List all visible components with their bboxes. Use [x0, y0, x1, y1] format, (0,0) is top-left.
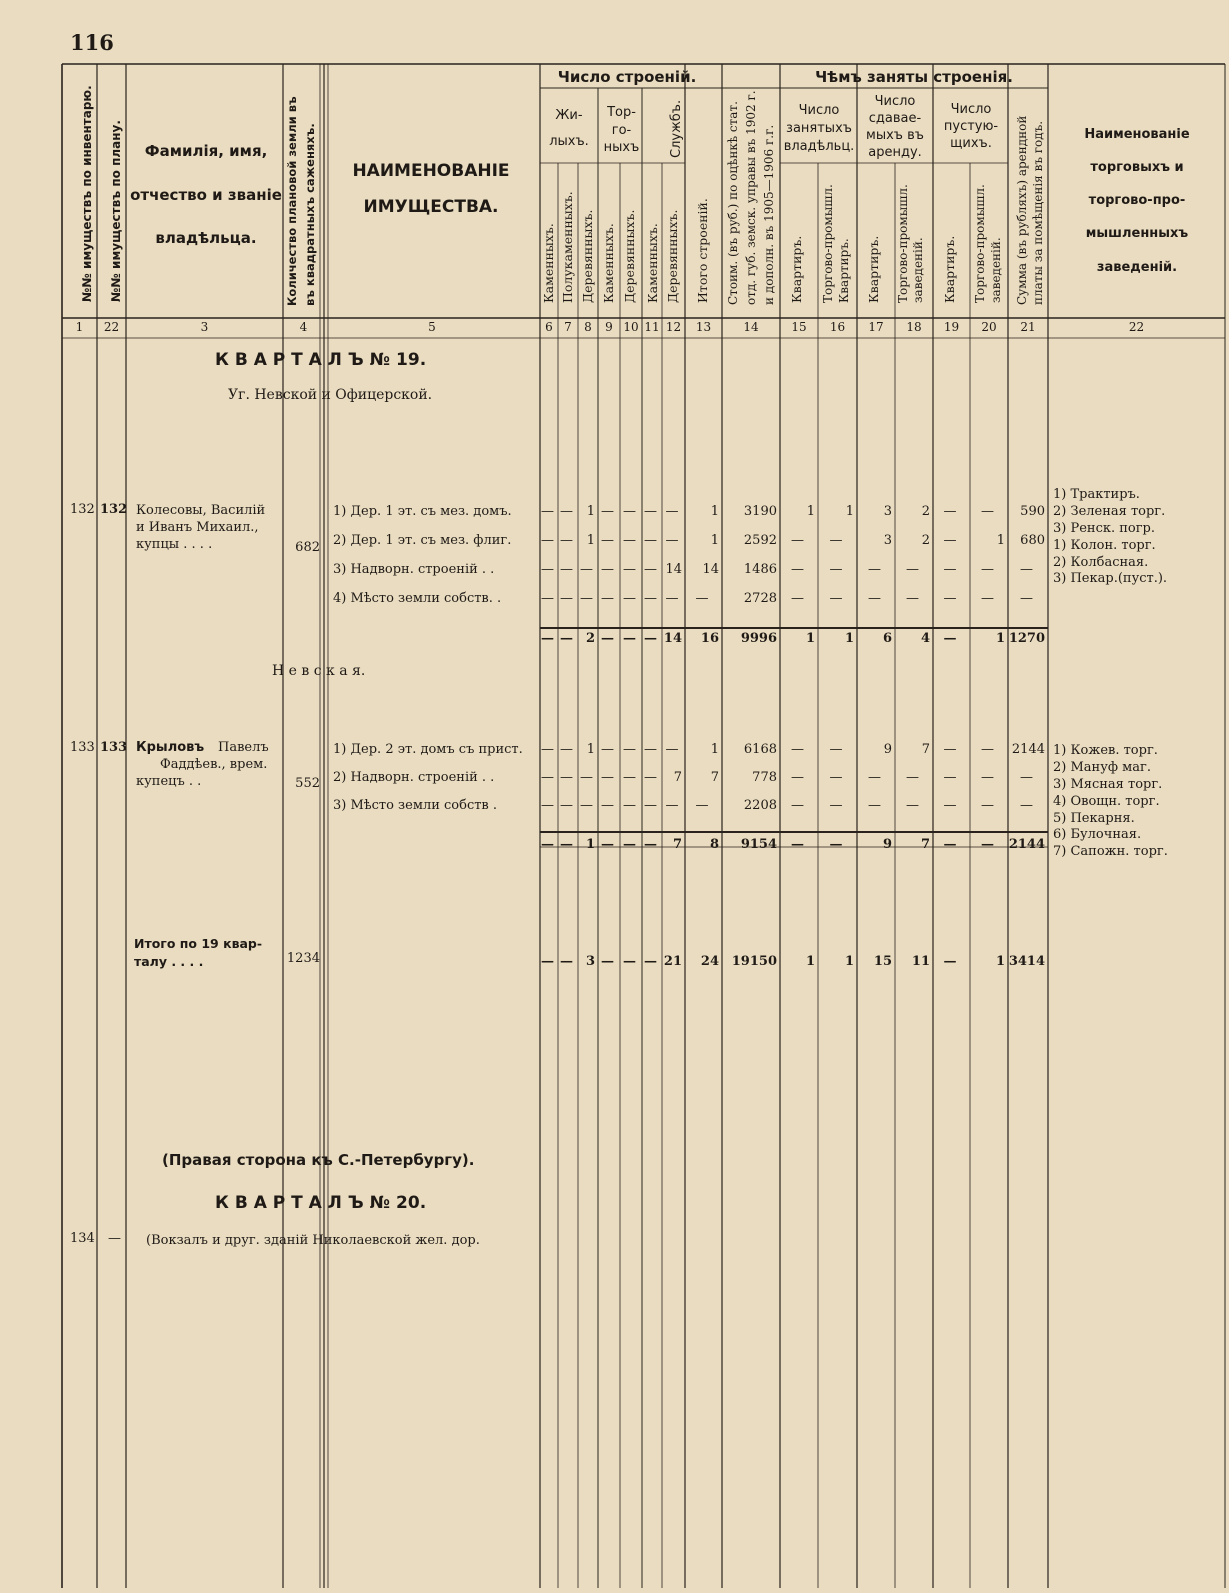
entry133-item-2-c9: —: [601, 770, 614, 785]
entry132-item-3-c13: 14: [702, 562, 719, 577]
entry132-item-1-name: 1) Дер. 1 эт. съ мез. домъ.: [333, 504, 512, 519]
entry133-item-1-c9: —: [601, 742, 614, 757]
entry133-plan: 133: [100, 740, 128, 755]
entry133-total-c19: —: [943, 837, 957, 852]
entry132-plan: 132: [100, 502, 128, 517]
entry132-item-1-c17: 3: [883, 504, 892, 519]
entry132-owner: Колесовы, Василій и Иванъ Михаил., купцы . . . .: [136, 503, 266, 552]
right-side-heading: (Правая сторона къ С.-Петербургу).: [162, 1151, 475, 1169]
entry132-item-1-c19: —: [943, 504, 957, 519]
entry133-item-2-c15: —: [791, 770, 804, 785]
header-col1: №№ имуществъ по инвентарю.: [80, 85, 94, 302]
entry132-item-3-c14: 1486: [743, 562, 777, 577]
entry133-total-c10: —: [623, 837, 636, 852]
header-c21-b: платы за помѣщенія въ годъ.: [1031, 120, 1045, 305]
entry132-item-4-c6: —: [541, 591, 554, 606]
header-service: Службъ.: [669, 99, 684, 158]
header-c14-c: и дополн. въ 1905—1906 г.г.: [762, 124, 776, 305]
entry132-total-c15: 1: [805, 631, 815, 646]
entry133-item-1-c10: —: [623, 742, 636, 757]
entry133-item-3-c19: —: [943, 798, 957, 813]
entry132-item-3-c10: —: [623, 562, 636, 577]
header-c14-a: Стоим. (въ руб.) по оцѣнкѣ стат.: [726, 101, 740, 305]
quarter19-street1: Уг. Невской и Офицерской.: [228, 387, 433, 403]
entry133-item-3-c12: —: [665, 798, 679, 813]
header-c17: Квартиръ.: [866, 235, 881, 303]
entry133-total-c16: —: [829, 837, 843, 852]
column-number-4: 4: [299, 320, 308, 334]
entry133-total-c8: 1: [585, 837, 595, 852]
column-number-21: 21: [1020, 320, 1036, 334]
entry132-item-4-c11: —: [644, 591, 657, 606]
entry132-item-2-c8: 1: [586, 533, 595, 548]
entry132-item-4-c17: —: [868, 591, 881, 606]
entry133-item-2-c17: —: [868, 770, 881, 785]
entry132-item-1-c13: 1: [710, 504, 719, 519]
entry133-item-3-c17: —: [868, 798, 881, 813]
header-c12: Деревянныхъ.: [665, 209, 680, 303]
entry132-total-c14: 9996: [740, 631, 777, 646]
header-c10: Деревянныхъ.: [622, 209, 637, 303]
column-number-10: 10: [623, 320, 639, 334]
entry133-item-3-c11: —: [644, 798, 657, 813]
entry132-item-3-c8: —: [580, 562, 593, 577]
header-trade: Тор- го- ныхъ: [603, 105, 640, 156]
column-number-20: 20: [981, 320, 997, 334]
entry132-item-4-c14: 2728: [743, 591, 777, 606]
header-c16-a: Торгово-промышл.: [821, 184, 835, 303]
header-c11: Каменныхъ.: [645, 223, 660, 303]
entry133-total-c9: —: [601, 837, 614, 852]
entry132-item-4-c10: —: [623, 591, 636, 606]
entry133-item-1-c14: 6168: [743, 742, 777, 757]
entry132-item-3-c11: —: [644, 562, 657, 577]
header-c6: Каменныхъ.: [541, 223, 556, 303]
column-number-11: 11: [644, 320, 660, 334]
header-c8: Деревянныхъ.: [580, 209, 595, 303]
grand-total-c16: 1: [844, 954, 854, 969]
entry132-item-4-c15: —: [791, 591, 804, 606]
entry133-total-c6: —: [541, 837, 554, 852]
entry133-item-3-c9: —: [601, 798, 614, 813]
entry132-item-3-c15: —: [791, 562, 804, 577]
entry133-item-1-c16: —: [829, 742, 843, 757]
entry132-item-2-c14: 2592: [743, 533, 777, 548]
header-c7: Полукаменныхъ.: [560, 191, 575, 303]
header-empty: Число пустую- щихъ.: [943, 102, 999, 151]
entry132-total-c21: 1270: [1008, 631, 1045, 646]
entry132-item-2-c15: —: [791, 533, 804, 548]
entry132-item-4-c16: —: [829, 591, 843, 606]
entry134-name: (Вокзалъ и друг. зданій Николаевской жел. дор.: [146, 1233, 480, 1248]
entry132-total-c7: —: [560, 631, 573, 646]
entry133-item-3-c15: —: [791, 798, 804, 813]
entry132-item-4-c12: —: [665, 591, 679, 606]
column-number-6: 6: [545, 320, 553, 334]
column-number-12: 12: [665, 320, 682, 334]
entry132-item-2-c10: —: [623, 533, 636, 548]
header-c18-a: Торгово-промышл.: [896, 184, 910, 303]
entry132-total-c12: 14: [663, 631, 682, 646]
entry132-item-1-c6: —: [541, 504, 554, 519]
column-number-22: 22: [1128, 320, 1145, 334]
entry132-total-c10: —: [623, 631, 636, 646]
entry133-total-c12: 7: [672, 837, 682, 852]
entry133-item-2-c12: 7: [673, 770, 682, 785]
column-number-18: 18: [906, 320, 922, 334]
grand-total-area: 1234: [286, 951, 320, 966]
entry132-item-1-c15: 1: [806, 504, 815, 519]
entry133-item-2-name: 2) Надворн. строеній . .: [333, 770, 495, 785]
entry133-item-3-c16: —: [829, 798, 843, 813]
entry132-item-1-c11: —: [644, 504, 657, 519]
header-group-buildings: Число строеній.: [557, 68, 697, 86]
grand-total-c11: —: [644, 954, 657, 969]
entry133-item-3-c10: —: [623, 798, 636, 813]
grand-total-c13: 24: [700, 954, 719, 969]
entry134-inv: 134: [70, 1231, 95, 1246]
entry132-item-2-c18: 2: [921, 533, 930, 548]
column-number-16: 16: [829, 320, 846, 334]
header-rented: Число сдавае- мыхъ въ аренду.: [866, 94, 924, 160]
header-col2: №№ имуществъ по плану.: [109, 120, 123, 302]
header-c13: Итого строеній.: [695, 198, 710, 303]
entry133-owner-l2: Фаддѣев., врем.: [160, 757, 268, 772]
header-living: Жи- лыхъ.: [549, 108, 589, 149]
entry132-item-4-c21: —: [1020, 591, 1033, 606]
entry132-item-4-name: 4) Мѣсто земли собств. .: [333, 591, 502, 606]
entry133-item-3-c18: —: [906, 798, 919, 813]
header-c16-b: Квартиръ.: [837, 238, 851, 303]
entry132-total-c9: —: [601, 631, 614, 646]
column-number-3: 3: [200, 320, 209, 334]
entry132-total-c18: 4: [920, 631, 930, 646]
quarter19-street2: Н е в с к а я.: [272, 663, 366, 679]
entry133-item-3-c6: —: [541, 798, 554, 813]
page-number: 116: [70, 30, 114, 55]
entry132-item-2-c11: —: [644, 533, 657, 548]
entry132-total-c13: 16: [700, 631, 719, 646]
entry132-item-4-c8: —: [580, 591, 593, 606]
column-number-19: 19: [943, 320, 960, 334]
entry133-area: 552: [295, 776, 320, 791]
entry134-plan: —: [108, 1231, 121, 1246]
entry132-item-4-c13: —: [695, 591, 709, 606]
entry133-item-2-c13: 7: [710, 770, 719, 785]
entry132-item-1-c20: —: [981, 504, 994, 519]
entry133-item-2-c18: —: [906, 770, 919, 785]
entry132-item-3-c16: —: [829, 562, 843, 577]
entry133-item-1-c19: —: [943, 742, 957, 757]
entry132-total-c20: 1: [995, 631, 1005, 646]
header-c20-a: Торгово-промышл.: [973, 184, 987, 303]
entry133-total-c20: —: [981, 837, 994, 852]
entry133-item-3-c21: —: [1020, 798, 1033, 813]
header-col4-a: Количество плановой земли въ: [285, 96, 299, 306]
entry132-item-1-c16: 1: [845, 504, 854, 519]
header-col5: НАИМЕНОВАНІЕ ИМУЩЕСТВА.: [352, 161, 510, 217]
entry132-item-2-c6: —: [541, 533, 554, 548]
entry132-item-1-c18: 2: [921, 504, 930, 519]
entry132-item-2-c7: —: [560, 533, 573, 548]
entry133-item-1-c11: —: [644, 742, 657, 757]
header-c9: Каменныхъ.: [601, 223, 616, 303]
entry132-item-3-c17: —: [868, 562, 881, 577]
entry132-establishments: 1) Трактиръ. 2) Зеленая торг. 3) Ренск. погр. 1) Колон. торг. 2) Колбасная. 3) Пекар.(пуст.).: [1053, 487, 1168, 587]
entry132-item-3-c6: —: [541, 562, 554, 577]
header-c21-a: Сумма (въ рубляхъ) арендной: [1015, 115, 1029, 305]
column-number-7: 7: [564, 320, 572, 334]
entry133-total-c17: 9: [882, 837, 892, 852]
grand-total-c9: —: [601, 954, 614, 969]
entry133-item-3-c13: —: [695, 798, 709, 813]
entry133-item-3-c14: 2208: [743, 798, 777, 813]
header-c22: Наименованіе торговыхъ и торгово-про- мышленныхъ заведеній.: [1084, 127, 1190, 275]
entry133-total-c18: 7: [920, 837, 930, 852]
entry133-item-2-c14: 778: [752, 770, 777, 785]
column-number-8: 8: [584, 320, 592, 334]
entry132-item-3-c9: —: [601, 562, 614, 577]
entry132-item-1-c21: 590: [1020, 504, 1045, 519]
entry132-item-2-c20: 1: [996, 533, 1005, 548]
entry133-item-2-c21: —: [1020, 770, 1033, 785]
entry132-item-1-c12: —: [665, 504, 679, 519]
entry133-item-3-c7: —: [560, 798, 573, 813]
column-number-13: 13: [695, 320, 712, 334]
entry133-item-1-c17: 9: [883, 742, 892, 757]
entry133-item-1-c18: 7: [921, 742, 930, 757]
entry133-total-c13: 8: [709, 837, 719, 852]
entry133-item-3-name: 3) Мѣсто земли собств .: [333, 798, 497, 813]
entry132-item-4-c7: —: [560, 591, 573, 606]
entry132-item-2-c9: —: [601, 533, 614, 548]
entry133-item-2-c11: —: [644, 770, 657, 785]
entry133-total-c21: 2144: [1008, 837, 1045, 852]
grand-total-c18: 11: [911, 954, 930, 969]
entry133-item-3-c20: —: [981, 798, 994, 813]
entry132-item-4-c9: —: [601, 591, 614, 606]
entry133-owner-l3: купецъ . .: [136, 774, 202, 789]
entry132-item-2-c12: —: [665, 533, 679, 548]
header-c19: Квартиръ.: [942, 235, 957, 303]
grand-total-c14: 19150: [731, 954, 777, 969]
grand-total-c12: 21: [663, 954, 682, 969]
entry132-item-3-c19: —: [943, 562, 957, 577]
entry132-item-2-c16: —: [829, 533, 843, 548]
entry132-item-1-c10: —: [623, 504, 636, 519]
entry132-area: 682: [295, 540, 320, 555]
entry133-item-1-c12: —: [665, 742, 679, 757]
entry132-item-2-c19: —: [943, 533, 957, 548]
entry133-item-2-c6: —: [541, 770, 554, 785]
entry133-inv: 133: [70, 740, 95, 755]
column-number-5: 5: [428, 320, 436, 334]
entry133-item-1-c20: —: [981, 742, 994, 757]
header-c18-b: заведеній.: [911, 237, 925, 303]
entry133-item-1-c21: 2144: [1011, 742, 1045, 757]
grand-total-label: Итого по 19 квар- талу . . . .: [134, 936, 263, 969]
header-c14-b: отд. губ. земск. управы въ 1902 г.: [744, 90, 758, 305]
entry133-item-2-c20: —: [981, 770, 994, 785]
column-number-17: 17: [868, 320, 884, 334]
header-c20-b: заведеній.: [989, 237, 1003, 303]
entry132-item-3-c18: —: [906, 562, 919, 577]
grand-total-c15: 1: [805, 954, 815, 969]
entry132-item-3-name: 3) Надворн. строеній . .: [333, 562, 495, 577]
grand-total-c21: 3414: [1008, 954, 1045, 969]
entry132-item-1-c8: 1: [586, 504, 595, 519]
entry133-item-3-c8: —: [580, 798, 593, 813]
column-number-2: 22: [103, 320, 120, 334]
grand-total-c17: 15: [873, 954, 892, 969]
header-owner-occupied: Число занятыхъ владѣльц.: [783, 103, 855, 155]
entry133-owner-l1: Павелъ: [218, 740, 269, 755]
entry132-total-c16: 1: [844, 631, 854, 646]
entry132-item-1-c7: —: [560, 504, 573, 519]
entry133-item-1-c15: —: [791, 742, 804, 757]
column-number-1: 1: [75, 320, 84, 334]
entry133-item-2-c10: —: [623, 770, 636, 785]
entry133-item-1-c13: 1: [710, 742, 719, 757]
entry132-item-3-c12: 14: [665, 562, 682, 577]
header-c15: Квартиръ.: [789, 235, 804, 303]
entry132-item-4-c18: —: [906, 591, 919, 606]
entry132-total-c11: —: [644, 631, 657, 646]
grand-total-c6: —: [541, 954, 554, 969]
header-col4-b: въ квадратныхъ саженяхъ.: [303, 123, 317, 306]
entry133-establishments: 1) Кожев. торг. 2) Мануф маг. 3) Мясная торг. 4) Овощн. торг. 5) Пекарня. 6) Булочная. 7) Сапожн. торг.: [1053, 743, 1168, 860]
entry132-total-c6: —: [541, 631, 554, 646]
quarter20-title: К В А Р Т А Л Ъ № 20.: [215, 1193, 427, 1213]
entry133-item-2-c19: —: [943, 770, 957, 785]
grand-total-c8: 3: [585, 954, 595, 969]
column-number-14: 14: [743, 320, 759, 334]
entry132-item-2-name: 2) Дер. 1 эт. съ мез. флиг.: [333, 533, 512, 548]
entry133-item-1-c8: 1: [586, 742, 595, 757]
entry132-item-1-c9: —: [601, 504, 614, 519]
entry133-total-c7: —: [560, 837, 573, 852]
entry133-item-2-c7: —: [560, 770, 573, 785]
entry133-item-2-c8: —: [580, 770, 593, 785]
entry133-item-1-name: 1) Дер. 2 эт. домъ съ прист.: [333, 742, 523, 757]
quarter19-title: К В А Р Т А Л Ъ № 19.: [215, 350, 427, 370]
grand-total-c10: —: [623, 954, 636, 969]
entry132-item-4-c19: —: [943, 591, 957, 606]
entry133-item-1-c6: —: [541, 742, 554, 757]
entry132-item-2-c13: 1: [710, 533, 719, 548]
entry132-item-3-c21: —: [1020, 562, 1033, 577]
entry132-total-c8: 2: [585, 631, 595, 646]
entry132-item-2-c17: 3: [883, 533, 892, 548]
column-number-9: 9: [605, 320, 613, 334]
header-group-occupied: Чѣмъ заняты строенія.: [815, 68, 1013, 86]
entry132-total-c19: —: [943, 631, 957, 646]
header-col3: Фамилія, имя, отчество и званіе владѣльца.: [130, 142, 282, 247]
entry133-total-c14: 9154: [740, 837, 777, 852]
entry133-total-c11: —: [644, 837, 657, 852]
entry132-item-4-c20: —: [981, 591, 994, 606]
grand-total-c19: —: [943, 954, 957, 969]
entry132-item-2-c21: 680: [1020, 533, 1045, 548]
entry133-item-1-c7: —: [560, 742, 573, 757]
column-number-15: 15: [791, 320, 807, 334]
grand-total-c7: —: [560, 954, 573, 969]
entry132-item-3-c20: —: [981, 562, 994, 577]
entry132-item-3-c7: —: [560, 562, 573, 577]
entry132-inv: 132: [70, 502, 95, 517]
entry133-owner-name: Крыловъ: [136, 740, 205, 755]
entry133-total-c15: —: [791, 837, 804, 852]
grand-total-c20: 1: [995, 954, 1005, 969]
entry133-item-2-c16: —: [829, 770, 843, 785]
entry132-item-1-c14: 3190: [743, 504, 777, 519]
entry132-total-c17: 6: [882, 631, 892, 646]
